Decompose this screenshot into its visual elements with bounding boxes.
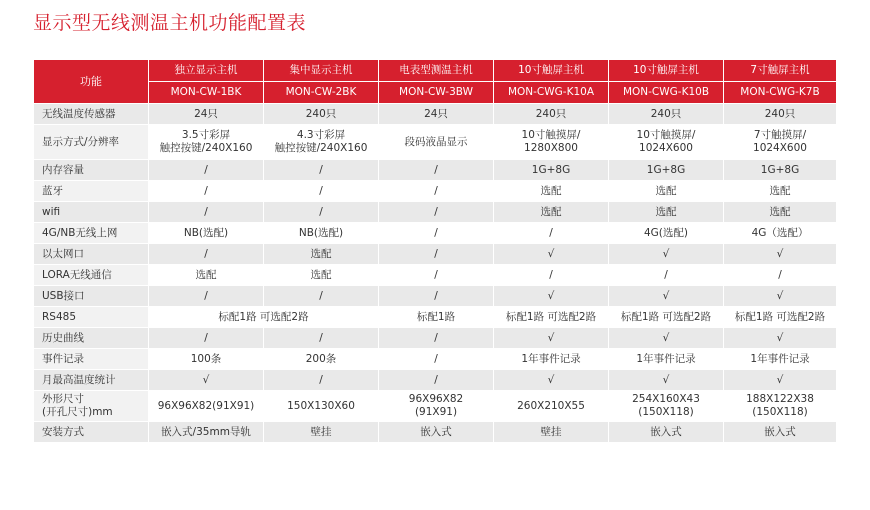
table-cell: 1G+8G (724, 160, 837, 181)
cell-line: (91X91) (414, 406, 458, 418)
table-cell (264, 125, 379, 160)
table-cell: / (149, 286, 264, 307)
product-name: 10寸触屏主机 (609, 60, 724, 82)
table-cell: 选配 (724, 181, 837, 202)
row-label: 蓝牙 (34, 181, 149, 202)
row-label: LORA无线通信 (34, 265, 149, 286)
table-cell: / (149, 244, 264, 265)
table-cell (609, 125, 724, 160)
product-name: 10寸触屏主机 (494, 60, 609, 82)
table-cell: / (379, 244, 494, 265)
table-cell: 选配 (724, 202, 837, 223)
table-cell: / (379, 328, 494, 349)
table-row (34, 244, 837, 265)
product-name: 集中显示主机 (264, 60, 379, 82)
cell-line: 7寸触摸屏/ (753, 129, 807, 141)
table-cell: / (494, 223, 609, 244)
table-cell: 1年事件记录 (724, 349, 837, 370)
table-row (34, 181, 837, 202)
table-cell: 选配 (264, 244, 379, 265)
table-cell: √ (494, 286, 609, 307)
table-cell: 嵌入式 (609, 422, 724, 443)
cell-line: (150X118) (752, 406, 808, 418)
table-cell: / (379, 370, 494, 391)
table-cell (724, 391, 837, 422)
row-label: 安装方式 (34, 422, 149, 443)
table-cell: 1年事件记录 (494, 349, 609, 370)
table-cell: / (264, 181, 379, 202)
table-cell: / (264, 328, 379, 349)
table-row (34, 328, 837, 349)
table-cell: / (149, 160, 264, 181)
table-cell: √ (724, 328, 837, 349)
table-row (34, 223, 837, 244)
table-cell: 240只 (724, 104, 837, 125)
table-row (34, 125, 837, 160)
table-cell: 标配1路 可选配2路 (609, 307, 724, 328)
table-cell: 24只 (149, 104, 264, 125)
cell-line: 10寸触摸屏/ (521, 129, 581, 141)
row-label: 历史曲线 (34, 328, 149, 349)
table-cell: 24只 (379, 104, 494, 125)
table-cell: / (724, 265, 837, 286)
cell-line: 188X122X38 (746, 393, 814, 405)
table-row (34, 391, 837, 422)
table-row (34, 370, 837, 391)
table-cell: 100条 (149, 349, 264, 370)
table-cell (609, 391, 724, 422)
cell-line: 1024X600 (639, 142, 693, 154)
table-cell: √ (494, 244, 609, 265)
table-cell: 嵌入式 (724, 422, 837, 443)
table-row (34, 349, 837, 370)
table-cell: / (379, 223, 494, 244)
row-label-line: 外形尺寸 (42, 393, 84, 405)
table-cell: NB(选配) (264, 223, 379, 244)
table-cell: 标配1路 (379, 307, 494, 328)
table-cell (149, 391, 264, 422)
cell-line: 1280X800 (524, 142, 578, 154)
table-cell: √ (609, 244, 724, 265)
row-label: RS485 (34, 307, 149, 328)
product-model: MON-CWG-K10A (494, 82, 609, 104)
table-cell: √ (609, 370, 724, 391)
table-cell: 壁挂 (494, 422, 609, 443)
table-row (34, 307, 837, 328)
row-label: 显示方式/分辨率 (34, 125, 149, 160)
table-cell: 嵌入式/35mm导轨 (149, 422, 264, 443)
table-cell: √ (494, 370, 609, 391)
row-label: 以太网口 (34, 244, 149, 265)
table-cell: / (379, 181, 494, 202)
table-cell: 4G（选配） (724, 223, 837, 244)
product-model: MON-CWG-K10B (609, 82, 724, 104)
table-cell: / (379, 349, 494, 370)
table-cell: / (494, 265, 609, 286)
table-cell: / (264, 202, 379, 223)
table-cell (494, 391, 609, 422)
table-cell: 标配1路 可选配2路 (149, 307, 379, 328)
table-cell: NB(选配) (149, 223, 264, 244)
header-row-models (34, 82, 837, 104)
product-model: MON-CWG-K7B (724, 82, 837, 104)
product-model: MON-CW-3BW (379, 82, 494, 104)
cell-line: 260X210X55 (517, 399, 585, 412)
page-title: 显示型无线测温主机功能配置表 (33, 12, 307, 34)
table-cell: / (609, 265, 724, 286)
table-cell: √ (724, 370, 837, 391)
table-cell: 嵌入式 (379, 422, 494, 443)
table-cell: √ (724, 244, 837, 265)
cell-line: 150X130X60 (287, 399, 355, 412)
table-cell: / (379, 160, 494, 181)
cell-line: (150X118) (638, 406, 694, 418)
table-cell: 240只 (609, 104, 724, 125)
table-cell: 240只 (264, 104, 379, 125)
table-cell: / (264, 286, 379, 307)
table-cell (724, 125, 837, 160)
table-cell: 选配 (264, 265, 379, 286)
header-row-names (34, 60, 837, 82)
table-cell: √ (609, 328, 724, 349)
table-cell: / (264, 370, 379, 391)
spec-body (34, 104, 837, 443)
table-cell: / (379, 286, 494, 307)
table-cell: √ (149, 370, 264, 391)
table-cell: / (264, 160, 379, 181)
row-label: 4G/NB无线上网 (34, 223, 149, 244)
table-cell: 4G(选配) (609, 223, 724, 244)
table-cell: 选配 (609, 202, 724, 223)
cell-line: 1024X600 (753, 142, 807, 154)
function-header: 功能 (34, 60, 149, 104)
cell-line: 96X96X82(91X91) (157, 399, 255, 412)
table-cell: √ (609, 286, 724, 307)
product-model: MON-CW-2BK (264, 82, 379, 104)
row-label (34, 391, 149, 422)
cell-line: 4.3寸彩屏 (296, 129, 346, 141)
table-cell: √ (724, 286, 837, 307)
table-row (34, 265, 837, 286)
row-label: wifi (34, 202, 149, 223)
row-label: 月最高温度统计 (34, 370, 149, 391)
table-cell (379, 391, 494, 422)
table-cell: / (379, 265, 494, 286)
cell-line: 段码液晶显示 (404, 135, 468, 148)
spec-table (33, 59, 837, 443)
table-cell (494, 125, 609, 160)
table-row (34, 286, 837, 307)
table-cell: 1G+8G (609, 160, 724, 181)
table-cell (379, 125, 494, 160)
row-label: 无线温度传感器 (34, 104, 149, 125)
row-label: 事件记录 (34, 349, 149, 370)
table-row (34, 104, 837, 125)
table-cell: / (379, 202, 494, 223)
product-name: 7寸触屏主机 (724, 60, 837, 82)
product-name: 独立显示主机 (149, 60, 264, 82)
table-row (34, 422, 837, 443)
cell-line: 触控按键/240X160 (274, 142, 368, 154)
cell-line: 10寸触摸屏/ (636, 129, 696, 141)
row-label-line: (开孔尺寸)mm (42, 406, 113, 418)
table-cell: / (149, 328, 264, 349)
row-label: 内存容量 (34, 160, 149, 181)
table-cell: 标配1路 可选配2路 (724, 307, 837, 328)
table-cell: 200条 (264, 349, 379, 370)
table-cell: / (149, 181, 264, 202)
table-cell: √ (494, 328, 609, 349)
table-cell (149, 125, 264, 160)
table-cell: 选配 (609, 181, 724, 202)
table-cell: 标配1路 可选配2路 (494, 307, 609, 328)
table-cell (264, 391, 379, 422)
table-row (34, 160, 837, 181)
cell-line: 3.5寸彩屏 (181, 129, 231, 141)
table-cell: 壁挂 (264, 422, 379, 443)
product-model: MON-CW-1BK (149, 82, 264, 104)
table-cell: / (149, 202, 264, 223)
cell-line: 254X160X43 (632, 393, 700, 405)
product-name: 电表型测温主机 (379, 60, 494, 82)
table-cell: 1年事件记录 (609, 349, 724, 370)
table-row (34, 202, 837, 223)
row-label: USB接口 (34, 286, 149, 307)
table-cell: 选配 (494, 181, 609, 202)
table-cell: 选配 (494, 202, 609, 223)
table-cell: 240只 (494, 104, 609, 125)
cell-line: 96X96X82 (408, 393, 464, 405)
cell-line: 触控按键/240X160 (159, 142, 253, 154)
table-cell: 1G+8G (494, 160, 609, 181)
table-cell: 选配 (149, 265, 264, 286)
